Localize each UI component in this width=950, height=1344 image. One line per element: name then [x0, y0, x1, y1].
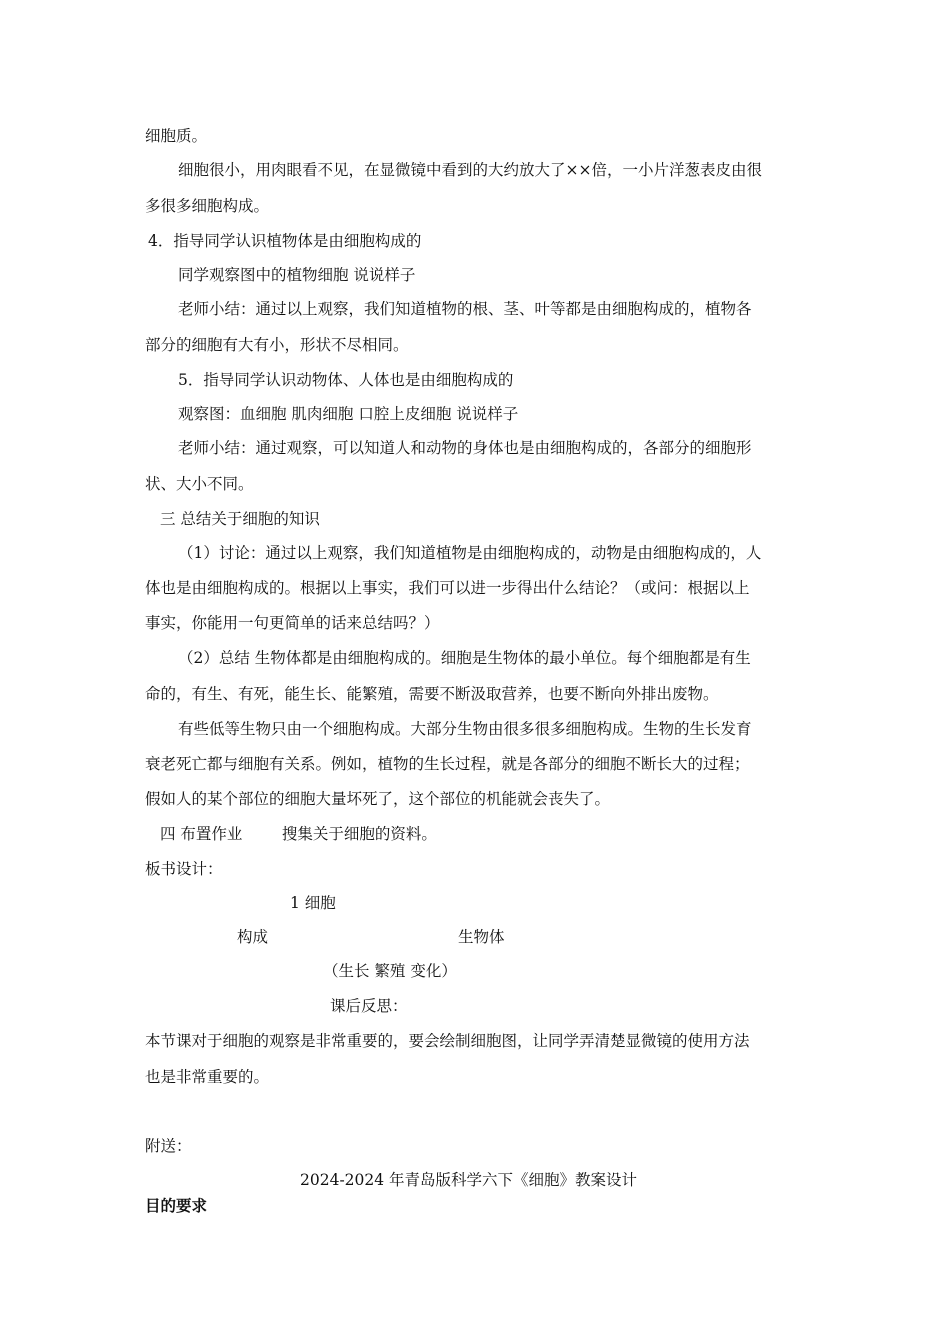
text-line: 老师小结：通过观察，可以知道人和动物的身体也是由细胞构成的，各部分的细胞形: [178, 439, 752, 457]
text-line: 命的，有生、有死，能生长、能繁殖，需要不断汲取营养，也要不断向外排出废物。: [145, 685, 719, 703]
text-line: 本节课对于细胞的观察是非常重要的，要会绘制细胞图，让同学弄清楚显微镜的使用方法: [145, 1032, 750, 1050]
text-line: 观察图：血细胞 肌肉细胞 口腔上皮细胞 说说样子: [178, 405, 519, 423]
appendix-label: 附送：: [145, 1137, 192, 1155]
board-item-right: 生物体: [458, 928, 505, 946]
board-item-left: 构成: [237, 928, 269, 946]
text-line: 部分的细胞有大有小，形状不尽相同。: [145, 336, 409, 354]
objectives-heading: 目的要求: [145, 1196, 208, 1215]
reflection-label: 课后反思：: [330, 997, 408, 1015]
section-heading-3: 三 总结关于细胞的知识: [160, 510, 320, 528]
text-line: （1）讨论：通过以上观察，我们知道植物是由细胞构成的，动物是由细胞构成的，人: [178, 544, 762, 562]
section-item-5: 5．指导同学认识动物体、人体也是由细胞构成的: [178, 371, 514, 389]
text-line: 老师小结：通过以上观察，我们知道植物的根、茎、叶等都是由细胞构成的，植物各: [178, 300, 752, 318]
text-line: 细胞质。: [145, 127, 208, 145]
text-line: 有些低等生物只由一个细胞构成。大部分生物由很多很多细胞构成。生物的生长发育: [178, 720, 752, 738]
board-title: 1 细胞: [290, 894, 336, 912]
section-item-4: 4．指导同学认识植物体是由细胞构成的: [148, 232, 422, 250]
board-subitem: （生长 繁殖 变化）: [323, 962, 457, 980]
text-line: 同学观察图中的植物细胞 说说样子: [178, 266, 416, 284]
text-line: 假如人的某个部位的细胞大量坏死了，这个部位的机能就会丧失了。: [145, 790, 611, 808]
text-line: 衰老死亡都与细胞有关系。例如，植物的生长过程，就是各部分的细胞不断长大的过程；: [145, 755, 750, 773]
text-line: 体也是由细胞构成的。根据以上事实，我们可以进一步得出什么结论？（或问：根据以上: [145, 579, 750, 597]
text-line: 细胞很小，用肉眼看不见，在显微镜中看到的大约放大了××倍，一小片洋葱表皮由很: [178, 161, 762, 179]
text-line: 状、大小不同。: [145, 475, 254, 493]
board-design-label: 板书设计：: [145, 860, 223, 878]
appendix-title: 2024-2024 年青岛版科学六下《细胞》教案设计: [300, 1171, 638, 1189]
text-line: 事实，你能用一句更简单的话来总结吗？）: [145, 614, 440, 632]
text-line: 多很多细胞构成。: [145, 197, 270, 215]
text-line: （2）总结 生物体都是由细胞构成的。细胞是生物体的最小单位。每个细胞都是有生: [178, 649, 751, 667]
text-line: 也是非常重要的。: [145, 1068, 270, 1086]
section-heading-4: 四 布置作业 搜集关于细胞的资料。: [160, 825, 437, 843]
